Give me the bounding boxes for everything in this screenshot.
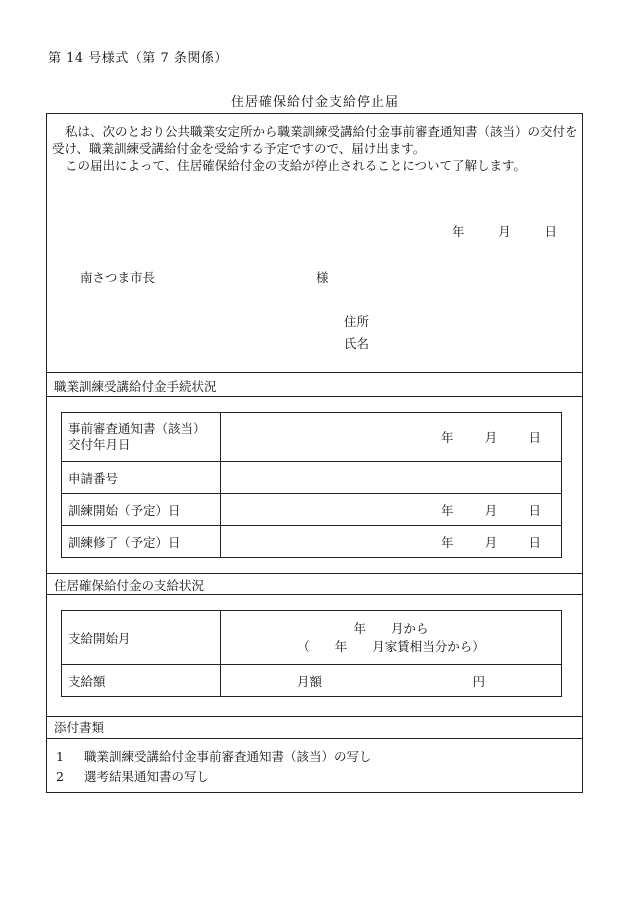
monthly-label: 月額 — [297, 673, 323, 689]
yen-label: 円 — [472, 673, 485, 689]
row-label: 事前審査通知書（該当） 交付年月日 — [62, 413, 221, 462]
address-label: 住所 — [344, 314, 370, 329]
start-line1: 年 月から — [353, 620, 429, 636]
date-field[interactable]: 年 月 日 — [221, 494, 562, 526]
month-label: 月 — [498, 224, 511, 239]
divider-4 — [47, 594, 582, 595]
table-row — [62, 611, 562, 665]
table-row — [62, 413, 562, 462]
day-label: 日 — [544, 224, 557, 239]
row-label: 支給額 — [62, 665, 221, 697]
list-item: 2 選考結果通知書の写し — [56, 769, 210, 784]
divider-3 — [47, 573, 582, 574]
statement-line1: 私は、次のとおり公共職業安定所から職業訓練受講給付金事前審査通知書（該当）の交付を受け、職業訓練受講給付金を受給する予定ですので、届け出ます。 — [52, 124, 578, 156]
date-field[interactable]: 年 月 日 — [221, 526, 562, 558]
submission-date[interactable] — [452, 222, 557, 240]
date-field[interactable]: 年 月 日 — [221, 413, 562, 462]
row-label: 支給開始月 — [62, 611, 221, 665]
section2-heading: 住居確保給付金の支給状況 — [54, 578, 205, 593]
payment-table — [61, 610, 562, 697]
statement — [52, 123, 580, 174]
table-row — [62, 494, 562, 526]
row-label: 申請番号 — [62, 462, 221, 494]
statement-line2: この届出によって、住居確保給付金の支給が停止されることについて了解します。 — [65, 158, 527, 173]
start-month-field[interactable] — [221, 611, 562, 665]
section3-heading: 添付書類 — [54, 720, 105, 735]
table-row — [62, 526, 562, 558]
divider-6 — [47, 738, 582, 739]
form-title: 住居確保給付金支給停止届 — [230, 95, 399, 110]
section1-heading: 職業訓練受講給付金手続状況 — [54, 379, 217, 394]
row-label: 訓練修了（予定）日 — [62, 526, 221, 558]
procedure-table — [61, 412, 562, 558]
honorific: 様 — [316, 270, 329, 285]
start-line2: （ 年 月家賃相当分から） — [297, 638, 485, 654]
form-number: 第 14 号様式（第 7 条関係） — [48, 51, 228, 66]
name-label: 氏名 — [344, 336, 370, 351]
year-label: 年 — [452, 224, 465, 239]
addressee: 南さつま市長 — [80, 270, 156, 285]
table-row — [62, 462, 562, 494]
row-label: 訓練開始（予定）日 — [62, 494, 221, 526]
amount-field[interactable] — [221, 665, 562, 697]
divider-1 — [47, 372, 582, 373]
table-row — [62, 665, 562, 697]
application-number-field[interactable] — [221, 462, 562, 494]
divider-2 — [47, 396, 582, 397]
list-item: 1 職業訓練受講給付金事前審査通知書（該当）の写し — [56, 749, 372, 764]
divider-5 — [47, 716, 582, 717]
